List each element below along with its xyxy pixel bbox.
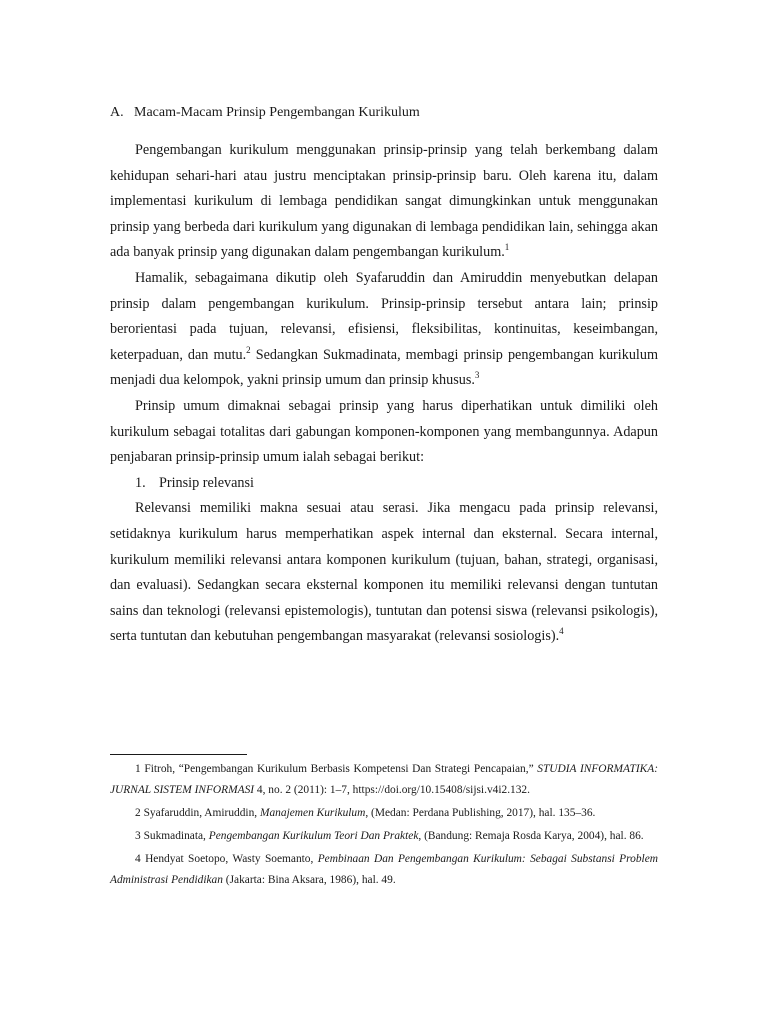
footnotes — [110, 759, 658, 893]
footnote-ref-1[interactable]: 1 — [504, 242, 510, 253]
footnote-2-post: , (Medan: Perdana Publishing, 2017), hal. 135–36. — [365, 807, 596, 819]
footnote-ref-3[interactable]: 3 — [474, 370, 480, 381]
paragraph-3-text: Prinsip umum dimaknai sebagai prinsip yang harus diperhatikan untuk dimiliki oleh kurikulum sebagai totalitas dari gabungan komponen-komponen yang membangunnya. Adapun penjabaran prinsip-prinsip umum ialah sebagai berikut: — [110, 397, 658, 466]
footnote-3-post: , (Bandung: Remaja Rosda Karya, 2004), hal. 86. — [418, 830, 644, 842]
footnote-4-post: (Jakarta: Bina Aksara, 1986), hal. 49. — [222, 874, 396, 886]
section-heading — [110, 104, 420, 122]
paragraph-3 — [110, 394, 658, 471]
subheading-number: 1. — [135, 474, 146, 491]
footnote-2-title: Manajemen Kurikulum — [260, 807, 366, 819]
footnote-1-post[interactable]: 4, no. 2 (2011): 1–7, https://doi.org/10.15408/sijsi.v4i2.132. — [254, 784, 530, 796]
footnote-4-number: 4 — [135, 853, 141, 865]
paragraph-4 — [110, 496, 658, 650]
footnote-3-pre: Sukmadinata, — [143, 830, 209, 842]
footnote-2-number: 2 — [135, 807, 141, 819]
footnote-2-pre: Syafaruddin, Amiruddin, — [143, 807, 260, 819]
paragraph-1-text: Pengembangan kurikulum menggunakan prinsip-prinsip yang telah berkembang dalam kehidupan sehari-hari atau justru menciptakan prinsip-prinsip baru. Oleh karena itu, dalam implementasi kurikulum di lembaga pendidikan sangat dimungkinkan untuk menggunakan prinsip yang berbeda dari kurikulum yang digunakan di lembaga pendidikan lain, sehingga akan ada banyak prinsip yang digunakan dalam pengembangan kurikulum. — [110, 142, 658, 261]
footnote-3 — [110, 826, 658, 847]
footnote-3-number: 3 — [135, 830, 141, 842]
footnote-1-number: 1 — [135, 763, 141, 775]
paragraph-2 — [110, 266, 658, 394]
paragraph-1 — [110, 138, 658, 266]
footnote-ref-2[interactable]: 2 — [246, 344, 251, 355]
subheading-title: Prinsip relevansi — [159, 474, 254, 491]
footnote-1-pre: Fitroh, “Pengembangan Kurikulum Berbasis Kompetensi Dan Strategi Pencapaian,” — [144, 763, 538, 775]
footnote-ref-4[interactable]: 4 — [559, 626, 564, 637]
footnote-2 — [110, 803, 658, 824]
section-heading-number: A. — [110, 105, 124, 120]
footnote-1-journal: STUDIA INFORMATIKA: JURNAL SISTEM INFORMASI — [110, 763, 658, 796]
footnote-4-title: Pembinaan Dan Pengembangan Kurikulum: Sebagai Substansi Problem Administrasi Pendidikan — [110, 853, 658, 886]
body-text — [110, 138, 658, 650]
subheading — [110, 471, 658, 497]
footnote-1 — [110, 759, 658, 801]
footnote-4 — [110, 849, 658, 891]
footnote-3-title: Pengembangan Kurikulum Teori Dan Praktek — [208, 830, 419, 842]
paragraph-4-text: Relevansi memiliki makna sesuai atau serasi. Jika mengacu pada prinsip relevansi, setidaknya kurikulum harus memperhatikan aspek internal dan eksternal. Secara internal, kurikulum memiliki relevansi antara komponen kurikulum (tujuan, bahan, strategi, organisasi, dan evaluasi). Sedangkan secara eksternal komponen itu memiliki relevansi dengan tuntutan sains dan teknologi (relevansi epistemologis), tuntutan dan potensi siswa (relevansi psikologis), serta tuntutan dan kebutuhan pengembangan masyarakat (relevansi sosiologis). — [110, 500, 658, 645]
paragraph-2-text-a: Hamalik, sebagaimana dikutip oleh Syafaruddin dan Amiruddin menyebutkan delapan prinsip dalam pengembangan kurikulum. Prinsip-prinsip tersebut antara lain; prinsip berorientasi pada tujuan, relevansi, efisiensi, fleksibilitas, kontinuitas, keseimbangan, keterpaduan, dan mutu. — [110, 269, 658, 363]
section-heading-title: Macam-Macam Prinsip Pengembangan Kurikulum — [134, 105, 420, 120]
footnote-separator — [110, 754, 247, 755]
paragraph-2-text-b: Sedangkan Sukmadinata, membagi prinsip pengembangan kurikulum menjadi dua kelompok, yakni prinsip umum dan prinsip khusus. — [110, 346, 658, 389]
footnote-4-pre: Hendyat Soetopo, Wasty Soemanto, — [145, 853, 318, 865]
